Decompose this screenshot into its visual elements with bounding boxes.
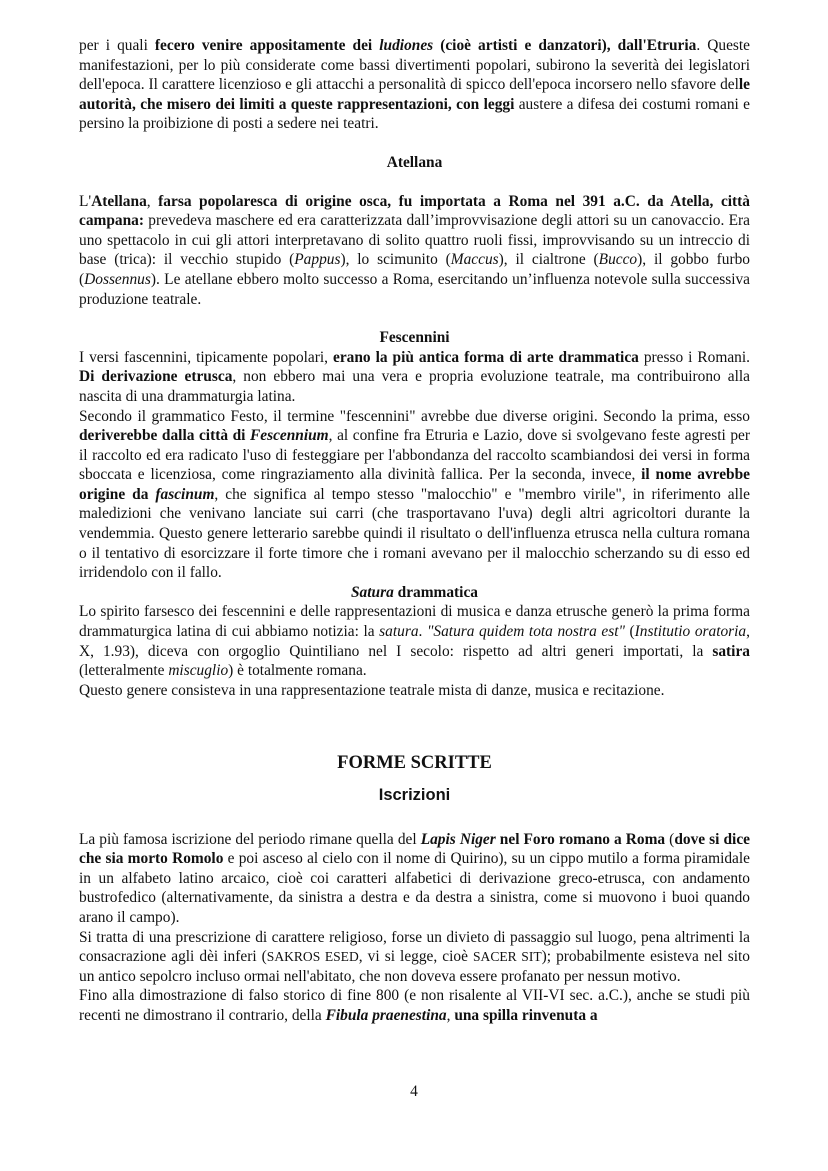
text-run: le autorità, che misero dei limiti a queste rappresentazioni, con leggi bbox=[79, 76, 750, 113]
text-run: ), il cialtrone ( bbox=[498, 251, 599, 269]
text-run: Fescennium bbox=[249, 427, 329, 445]
text-run: Di derivazione etrusca bbox=[79, 368, 233, 386]
text-run: (cioè artisti e danzatori), dall'Etruria bbox=[433, 37, 697, 54]
text-run: Fino alla dimostrazione di falso storico di fine 800 (e non risalente al VII-VI sec. a.C.), anche se studi più recenti ne dimostrano il contrario, della bbox=[79, 987, 750, 1024]
fescennini-paragraph-2 bbox=[79, 407, 750, 583]
text-run: il nome avrebbe origine da bbox=[79, 466, 750, 503]
text-run: prevedeva maschere ed era caratterizzata dall’improvvisazione degli attori su un canovaccio. Era uno spettacolo in cui gli attori interpretavano di solito quattro ruoli fissi, improvvisando su un intreccio di base (trica): il vecchio stupido ( bbox=[79, 212, 750, 269]
text-run: (letteralmente bbox=[79, 662, 169, 680]
heading-forme-scritte: FORME SCRITTE bbox=[337, 753, 492, 774]
text-run: presso i Romani. bbox=[638, 348, 750, 366]
iscrizioni-paragraph-2 bbox=[79, 928, 750, 987]
iscrizioni-paragraph-1 bbox=[79, 830, 750, 928]
text-run: . bbox=[418, 623, 427, 641]
text-run: farsa popolaresca di origine osca, fu importata a Roma nel 391 a.C. da Atella, città campana: bbox=[79, 192, 750, 230]
text-run: ); probabilmente esisteva nel sito un antico sepolcro incluso ormai nell'abitato, che non doveva essere profanato per nessun motivo. bbox=[79, 948, 750, 985]
text-run: ( bbox=[665, 830, 675, 848]
text-run: Institutio oratoria bbox=[634, 623, 747, 641]
atellana-paragraph bbox=[79, 192, 750, 310]
text-run: austere a difesa dei costumi romani e persino la proibizione di posti a sedere nei teatri. bbox=[79, 95, 750, 133]
satura-paragraph-1 bbox=[79, 602, 750, 680]
satura-paragraph-2 bbox=[79, 681, 750, 701]
text-run: Pappus bbox=[294, 251, 341, 269]
heading-atellana: Atellana bbox=[386, 153, 443, 171]
intro-paragraph bbox=[79, 36, 750, 134]
page-number: 4 bbox=[410, 1083, 418, 1100]
heading-satura-italic: Satura bbox=[351, 583, 394, 601]
text-run: . Queste manifestazioni, per lo più considerate come bassi divertimenti popolari, subirono la severità dei legislatori dell'epoca. Il carattere licenzioso e gli attacchi a personalità di spicco dell'epoca incorsero nello sfavore del bbox=[79, 37, 751, 94]
text-run: Maccus bbox=[450, 251, 499, 269]
text-run: Dossennus bbox=[84, 270, 151, 288]
text-run: nel Foro romano a Roma bbox=[495, 830, 666, 848]
text-run: Bucco bbox=[598, 251, 638, 269]
text-run: ), il gobbo furbo ( bbox=[79, 251, 751, 288]
text-run: miscuglio bbox=[168, 662, 229, 680]
document-page bbox=[79, 36, 750, 1026]
text-run: Secondo il grammatico Festo, il termine "fescennini" avrebbe due diverse origini. Secondo la prima, esso bbox=[79, 407, 750, 425]
heading-satura bbox=[79, 583, 750, 603]
text-run: Si tratta di una prescrizione di carattere religioso, forse un divieto di passaggio sul luogo, pena altrimenti la consacrazione agli dèi inferi ( bbox=[79, 928, 750, 966]
text-run: Lo spirito farsesco dei fescennini e delle rappresentazioni di musica e danza etrusche generò la prima forma drammaturgica latina di cui abbiamo notizia: la bbox=[79, 603, 750, 641]
text-run: ). Le atellane ebbero molto successo a Roma, esercitando un’influenza notevole sulla successiva produzione teatrale. bbox=[79, 270, 750, 308]
text-run: "Satura quidem tota nostra est" bbox=[426, 623, 625, 641]
text-run: erano la più antica forma di arte drammatica bbox=[332, 348, 639, 366]
text-run: , non ebbero mai una vera e propria evoluzione teatrale, ma contribuirono alla nascita di una drammaturgia latina. bbox=[79, 368, 750, 405]
text-run: una spilla rinvenuta a bbox=[454, 1006, 598, 1024]
text-run: ) è totalmente romana. bbox=[228, 662, 367, 680]
text-run: e poi asceso al cielo con il nome di Quirino), su un cippo mutilo a forma piramidale in un alfabeto latino arcaico, cioè coi caratteri alfabetici di derivazione greco-etrusca, con andamento bustrofedico (alternativamente, da sinistra a destra e da destra a sinistra, come si muovono i buoi quando arano il campo). bbox=[79, 850, 750, 926]
text-run: ), lo scimunito ( bbox=[340, 251, 451, 269]
text-run: fecero venire appositamente dei bbox=[154, 37, 380, 54]
heading-satura-rest: drammatica bbox=[393, 583, 478, 601]
text-run: , vi si legge, cioè bbox=[358, 948, 474, 966]
fescennini-paragraph-1 bbox=[79, 348, 750, 407]
text-run: ludiones bbox=[379, 37, 434, 54]
text-run: , X, 1.93), diceva con orgoglio Quintiliano nel I secolo: rispetto ad altri generi importati, la bbox=[79, 623, 750, 660]
text-run: , che significa al tempo stesso "malocchio" e "membro virile", in riferimento alle maledizioni che venivano lanciate sui carri (che trasportavano l'uva) degli altri agricoltori durante la vendemmia. Questo genere letterario sarebbe quindi il risultato o dell'influenza etrusca nella cultura romana o il tentativo di esorcizzare il forte timore che i romani avevano per il malocchio scherzando su di esso ed irridendolo con il fallo. bbox=[79, 485, 750, 582]
text-run: satira bbox=[712, 642, 750, 660]
text-run: La più famosa iscrizione del periodo rimane quella del bbox=[79, 830, 421, 848]
text-run: Lapis Niger bbox=[420, 830, 496, 848]
text-run: deriverebbe dalla città di bbox=[79, 427, 250, 445]
text-run: Fibula praenestina bbox=[325, 1006, 447, 1024]
text-run: ( bbox=[624, 623, 635, 641]
text-run: I versi fascennini, tipicamente popolari, bbox=[79, 348, 333, 366]
text-run: , bbox=[146, 192, 159, 210]
text-run: satura bbox=[379, 623, 419, 641]
text-run: , bbox=[446, 1006, 455, 1024]
text-run: SAKROS ESED bbox=[266, 949, 359, 965]
text-run: L' bbox=[79, 192, 92, 210]
text-run: , al confine fra Etruria e Lazio, dove si svolgevano feste agresti per il raccolto ed era radicato l'uso di festeggiare per l'abbondanza del raccolto scambiandosi dei versi in forma sboccata e licenziosa, come ringraziamento alla divinità fallica. Per la seconda, invece, bbox=[79, 427, 751, 484]
text-run: Atellana bbox=[91, 192, 147, 210]
text-run: fascinum bbox=[155, 485, 215, 503]
text-run: per i quali bbox=[79, 37, 155, 54]
heading-fescennini: Fescennini bbox=[379, 329, 450, 347]
text-run: SACER SIT bbox=[473, 949, 542, 965]
heading-iscrizioni: Iscrizioni bbox=[378, 786, 451, 804]
text-run: Questo genere consisteva in una rappresentazione teatrale mista di danze, musica e recitazione. bbox=[79, 681, 665, 699]
text-run: dove si dice che sia morto Romolo bbox=[79, 830, 750, 868]
iscrizioni-paragraph-3 bbox=[79, 986, 750, 1025]
